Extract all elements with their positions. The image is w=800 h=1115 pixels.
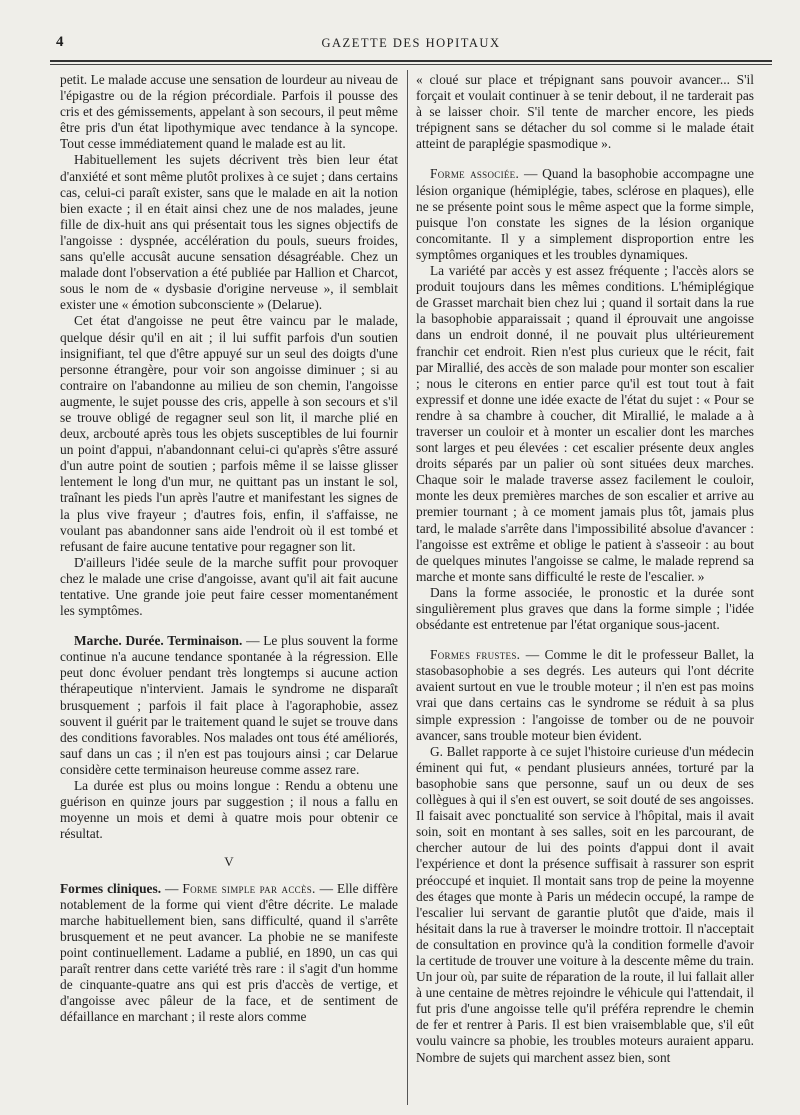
subsection-heading: Forme associée.: [430, 166, 520, 182]
header-rule: [50, 60, 772, 62]
section-heading: Marche. Durée. Terminaison.: [74, 633, 243, 649]
right-column: [416, 72, 754, 1066]
left-column: [60, 72, 398, 1025]
section-heading: Formes cliniques.: [60, 880, 162, 896]
header-rule-thin: [50, 64, 772, 65]
paragraph: Dans la forme associée, le pronostic et la durée sont singulièrement plus graves que dans la forme simple ; l'idée obsédante est entretenue par l'état organique sous-jacent.: [416, 584, 754, 633]
column-divider: [407, 70, 408, 1105]
paragraph: G. Ballet rapporte à ce sujet l'histoire curieuse d'un médecin éminent qui fut, « pendant plusieurs années, torturé par la basophobie sans que personne, sauf un ou deux de ses collègues à qui il s'en est ouvert, se soit douté de ses angoisses. Il faisait avec ponctualité son service à l'hôpital, mais il avait soin, soit en montant à ses salles, soit en les parcourant, de chercher autour de lui des points d'appui dont il avait l'expérience et dont la présence suffisait à rassurer son esprit préoccupé et inquiet. Il montait sans trop de peine la moyenne des étages que monte à Paris un médecin occupé, la rampe de l'escalier lui servant de garantie plutôt que d'aide, mais il hésitait dans la rue à traverser le moindre trottoir. Il n'acceptait de consultation en province qu'à la condition formelle d'avoir la certitude de trouver une voiture à la descente même du train. Un jour où, par suite de réparation de la route, il lui fallait aller à une centaine de mètres rejoindre le véhicule qui l'attendait, il fut pris d'une angoisse telle qu'il préféra reprendre le chemin de fer et rentrer à Paris. Il est bien vraisemblable que, s'il eût voulu vaincre sa phobie, les troubles moteurs auraient apparu. Nombre de sujets qui marchent assez bien, sont: [416, 743, 754, 1065]
subsection-heading: Forme simple par accès.: [182, 880, 316, 896]
section-number: V: [224, 854, 234, 870]
paragraph: petit. Le malade accuse une sensation de lourdeur au niveau de l'épigastre ou de la région précordiale. Parfois il pousse des cris et des gémissements, appelant à son secours, il peut même être pris d'un état lipothymique avec tendance à la syncope. Tout cesse immédiatement quand le malade est au lit.: [60, 72, 398, 152]
paragraph-forme-associee: Forme associée. — Quand la basophobie accompagne une lésion organique (hémiplégie, tabes, sclérose en plaques), elle ne se présente point sous le même aspect que la forme simple, puisque l'on constate les signes de la lésion organique concomitante. Il y a simplement disproportion entre les symptômes organiques et les troubles dynamiques.: [416, 166, 755, 262]
page-number: 4: [56, 34, 64, 50]
paragraph-formes: Formes cliniques. — Forme simple par accès. — Elle diffère notablement de la forme qui vient d'être décrite. Le malade marche habituellement bien, sans difficulté, quand il s'arrête brusquement et ne peut avancer. La phobie ne se manifeste point continuellement. Ladame a publié, en 1890, un cas qui paraît rentrer dans cette variété très rare : il s'agit d'un homme de cinquante-quatre ans qui est pris d'accès de vertige, et d'angoisse avec pâleur de la face, et de sentiment de défaillance en marchant ; il reste alors comme: [60, 880, 399, 1025]
paragraph: « cloué sur place et trépignant sans pouvoir avancer... S'il forçait et voulait continuer à se tenir debout, il ne tarderait pas à se laisser choir. S'il tente de marcher encore, les pieds trépignent sans se détacher du sol comme si le malade était atteint de paraplégie spasmodique ».: [416, 72, 754, 152]
subsection-heading: Formes frustes.: [430, 647, 521, 663]
paragraph: Habituellement les sujets décrivent très bien leur état d'anxiété et sont même plutôt prolixes à ce sujet ; dans certains cas, celui-ci paraît exister, sans que le malade en ait la notion bien exacte ; il en était ainsi chez une de nos malades, jeune fille de dix-huit ans qui présentait tous les signes objectifs de l'angoisse : dyspnée, accélération du pouls, sueurs froides, sans qu'elle accusât aucune sensation désagréable. Chez un malade dont l'observation a été publiée par Hallion et Charcot, sous le nom de « dysbasie d'origine nerveuse », il semblait exister une « émotion subconsciente » (Delarue).: [60, 152, 398, 313]
paragraph-marche: Marche. Durée. Terminaison. — Le plus souvent la forme continue n'a aucune tendance spontanée à la régression. Elle peut donc évoluer pendant très longtemps si aucune action thérapeutique n'intervient. Jamais le syndrome ne disparaît brusquement ; parfois il fait place à l'agoraphobie, assez souvent il guérit par le traitement quand le sujet se trouve dans des conditions favorables. Nos malades ont tous été améliorés, sauf dans un cas ; il n'en est pas toujours ainsi ; car Delarue considère cette terminaison heureuse comme assez rare.: [60, 633, 399, 777]
journal-title: GAZETTE DES HOPITAUX: [321, 36, 501, 50]
paragraph: La durée est plus ou moins longue : Rendu a obtenu une guérison en quinze jours par suggestion ; il nous a fallu en moyenne un mois et demi à quatre mois pour obtenir ce résultat.: [60, 778, 398, 842]
paragraph-formes-frustes: Formes frustes. — Comme le dit le professeur Ballet, la stasobasophobie a ses degrés. Les auteurs qui l'ont décrite avaient surtout en vue le trouble moteur ; il n'en est pas moins vrai que dans certains cas le syndrome se réduit à sa plus simple expression : l'angoisse de tomber ou de ne pouvoir avancer, sans trouble moteur bien évident.: [416, 647, 754, 743]
paragraph: Cet état d'angoisse ne peut être vaincu par le malade, quelque désir qu'il en ait ; il lui suffit parfois d'un soutien insignifiant, tel que d'être appuyé sur un seul des doigts d'une personne étrangère, pour voir son angoisse diminuer ; si au contraire on l'abandonne au milieu de son chemin, l'angoisse augmente, le sujet pousse des cris, appelle à son secours et s'il se trouve obligé de regagner seul son lit, il marche plié en deux, arcbouté après tous les objets susceptibles de lui fournir un point d'appui, n'abandonnant celui-ci qu'après s'être assuré d'un autre point de soutien ; parfois même il se laisse glisser lentement le long d'un mur, ne quittant pas un instant le sol, traînant les pieds l'un après l'autre et manifestant les signes de la plus vive frayeur ; d'autres fois, enfin, il s'affaisse, ne voulant pas abandonner sans aide l'endroit où il est tombé et refusant de faire aucune tentative pour regagner son lit.: [60, 313, 398, 554]
paragraph: D'ailleurs l'idée seule de la marche suffit pour provoquer chez le malade une crise d'angoisse, avant qu'il ait fait aucune tentative. Une grande joie peut faire cesser momentanément les symptômes.: [60, 554, 398, 619]
paragraph: La variété par accès y est assez fréquente ; l'accès alors se produit toujours dans les mêmes conditions. L'hémiplégique de Grasset marchait bien chez lui ; quand il sortait dans la rue la basophobie apparaissait ; quand il éprouvait une angoisse dans un endroit donné, il ne pouvait plus ultérieurement franchir cet endroit. Rien n'est plus curieux que le récit, fait par Mirallié, des accès de son malade pour monter son escalier ; nous le citerons en entier parce qu'il est tout tout à fait expressif et donne une idée exacte de l'état du sujet : « Pour se rendre à sa chambre à coucher, dit Mirallié, le malade a à traverser un couloir et à monter un escalier dont les marches sont larges et peu élevées : cet escalier présente deux angles droits séparés par un palier où sont situées deux marches. Chaque soir le malade traverse assez facilement le couloir, monte les deux premières marches de son escalier et arrive au premier tournant ; à ce moment jamais plus tôt, jamais plus tard, le malade s'arrête dans l'impossibilité absolue d'avancer : l'angoisse est extrême et oblige le patient à s'asseoir : au bout de quelques minutes l'angoisse se calme, le malade reprend sa marche et monte sans difficulté le reste de l'escalier. »: [416, 263, 754, 584]
page-header: [50, 32, 772, 54]
